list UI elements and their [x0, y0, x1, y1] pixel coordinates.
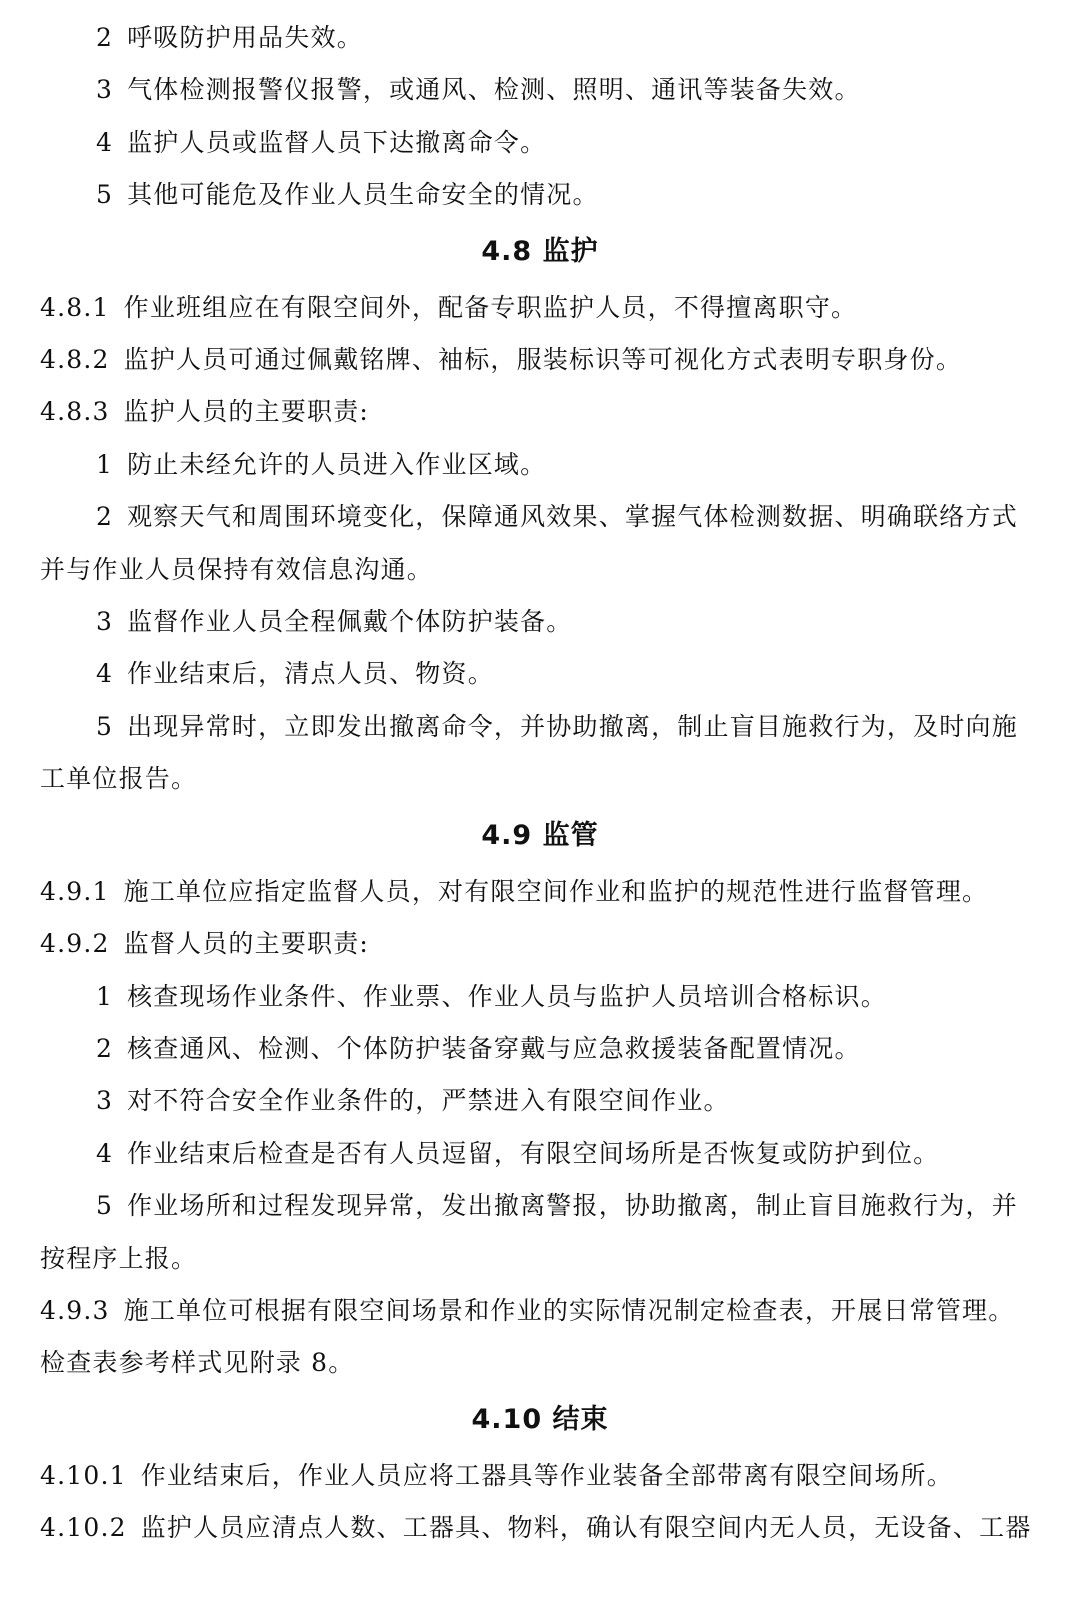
clause-text: 施工单位应指定监督人员，对有限空间作业和监护的规范性进行监督管理。 [123, 876, 989, 906]
clause-text: 作业结束后，作业人员应将工器具等作业装备全部带离有限空间场所。 [140, 1460, 953, 1490]
item-text: 核查现场作业条件、作业票、作业人员与监护人员培训合格标识。 [127, 981, 887, 1011]
item-number: 3 [96, 607, 114, 637]
item-number: 1 [96, 981, 114, 1011]
document-page [40, 12, 1040, 1555]
clause-number: 4.10.2 [40, 1513, 127, 1543]
clause-4-9-1 [40, 866, 1040, 918]
line-item [40, 1128, 1040, 1180]
line-item [40, 1023, 1040, 1075]
item-text: 作业结束后，清点人员、物资。 [127, 659, 494, 689]
line-3 [40, 117, 1040, 169]
clause-number: 4.9.3 [40, 1295, 110, 1325]
clause-number: 4.8.1 [40, 292, 110, 322]
item-number: 5 [96, 180, 114, 210]
clause-text: 监护人员的主要职责: [123, 397, 370, 427]
clause-text: 施工单位可根据有限空间场景和作业的实际情况制定检查表，开展日常管理。 [123, 1295, 1015, 1325]
line-continuation: 工单位报告。 [40, 764, 198, 794]
clause-number: 4.10.1 [40, 1460, 127, 1490]
clause-4-10-2 [40, 1502, 1040, 1554]
item-text: 监督作业人员全程佩戴个体防护装备。 [127, 607, 573, 637]
clause-4-8-3 [40, 386, 1040, 438]
line-continuation: 按程序上报。 [40, 1243, 198, 1273]
line-item [40, 701, 1040, 753]
line-item [40, 1075, 1040, 1127]
item-text: 作业结束后检查是否有人员逗留，有限空间场所是否恢复或防护到位。 [127, 1138, 940, 1168]
section-heading-4-10: 4.10 结束 [471, 1403, 609, 1435]
line-4 [40, 169, 1040, 221]
line-continuation: 检查表参考样式见附录 8。 [40, 1348, 355, 1378]
item-text: 出现异常时，立即发出撤离命令，并协助撤离，制止盲目施救行为，及时向施 [127, 711, 1018, 741]
clause-4-9-3 [40, 1285, 1040, 1337]
item-number: 2 [96, 1033, 114, 1063]
line-2 [40, 64, 1040, 116]
clause-4-10-1 [40, 1450, 1040, 1502]
item-text: 观察天气和周围环境变化，保障通风效果、掌握气体检测数据、明确联络方式 [127, 502, 1018, 532]
line-item [40, 439, 1040, 491]
line-continuation: 并与作业人员保持有效信息沟通。 [40, 554, 434, 584]
item-text: 呼吸防护用品失效。 [127, 23, 363, 52]
item-text: 监护人员或监督人员下达撤离命令。 [127, 127, 547, 157]
item-text: 核查通风、检测、个体防护装备穿戴与应急救援装备配置情况。 [127, 1033, 861, 1063]
item-number: 5 [96, 1191, 114, 1221]
section-heading-4-9: 4.9 监管 [481, 819, 599, 851]
clause-4-8-1 [40, 282, 1040, 334]
clause-4-9-2 [40, 918, 1040, 970]
item-text: 作业场所和过程发现异常，发出撤离警报，协助撤离，制止盲目施救行为，并 [127, 1191, 1018, 1221]
item-number: 4 [96, 127, 114, 157]
clause-number: 4.8.2 [40, 345, 110, 375]
item-number: 1 [96, 449, 114, 479]
clause-text: 监护人员应清点人数、工器具、物料，确认有限空间内无人员，无设备、工器 [140, 1513, 1032, 1543]
clause-text: 监护人员可通过佩戴铭牌、袖标，服装标识等可视化方式表明专职身份。 [123, 345, 963, 375]
item-number: 5 [96, 711, 114, 741]
line-item [40, 596, 1040, 648]
clause-number: 4.9.1 [40, 876, 110, 906]
item-text: 其他可能危及作业人员生命安全的情况。 [127, 180, 599, 210]
item-number: 3 [96, 75, 114, 105]
section-heading-4-8: 4.8 监护 [481, 235, 599, 267]
clause-number: 4.8.3 [40, 397, 110, 427]
line-1 [40, 12, 1040, 64]
clause-4-8-2 [40, 334, 1040, 386]
line-item [40, 971, 1040, 1023]
clause-text: 作业班组应在有限空间外，配备专职监护人员，不得擅离职守。 [123, 292, 858, 322]
item-number: 4 [96, 1138, 114, 1168]
line-item [40, 1180, 1040, 1232]
item-text: 气体检测报警仪报警，或通风、检测、照明、通讯等装备失效。 [127, 75, 861, 105]
item-number: 4 [96, 659, 114, 689]
item-number: 2 [96, 23, 114, 52]
item-number: 3 [96, 1086, 114, 1116]
line-item [40, 491, 1040, 543]
clause-number: 4.9.2 [40, 929, 110, 959]
item-text: 防止未经允许的人员进入作业区域。 [127, 449, 547, 479]
clause-text: 监督人员的主要职责: [123, 929, 370, 959]
item-number: 2 [96, 502, 114, 532]
line-item [40, 648, 1040, 700]
item-text: 对不符合安全作业条件的，严禁进入有限空间作业。 [127, 1086, 730, 1116]
